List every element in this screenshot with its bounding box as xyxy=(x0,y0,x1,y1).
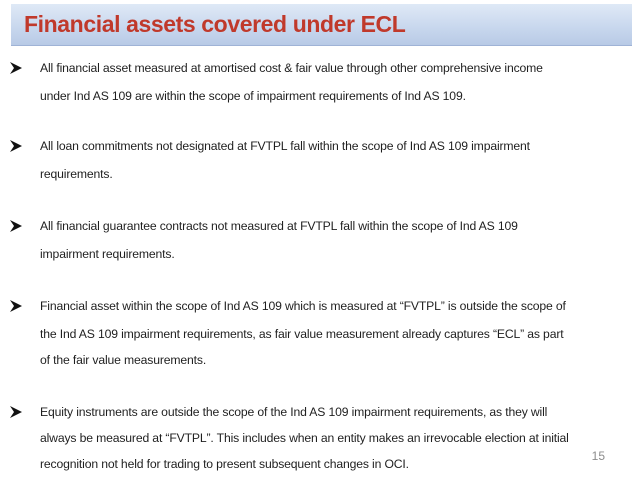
page-number: 15 xyxy=(591,449,605,463)
bullet-text-line: All loan commitments not designated at FVTPL fall within the scope of Ind AS 109 impairment xyxy=(40,139,530,153)
bullet-text-line: recognition not held for trading to present subsequent changes in OCI. xyxy=(40,457,409,471)
bullet-text-line: of the fair value measurements. xyxy=(40,353,207,367)
bullet-text-line: requirements. xyxy=(40,167,113,181)
arrow-bullet-icon xyxy=(9,61,23,75)
arrow-bullet-icon xyxy=(9,139,23,153)
bullet-text-line: All financial guarantee contracts not measured at FVTPL fall within the scope of Ind AS 109 xyxy=(40,219,518,233)
arrow-bullet-icon xyxy=(9,219,23,233)
bullet-text-line: impairment requirements. xyxy=(40,247,175,261)
arrow-bullet-icon xyxy=(9,405,23,419)
bullet-text-line: Financial asset within the scope of Ind AS 109 which is measured at “FVTPL” is outside the scope of xyxy=(40,299,566,313)
slide-title: Financial assets covered under ECL xyxy=(24,11,406,37)
bullet-text-line: Equity instruments are outside the scope of the Ind AS 109 impairment requirements, as they will xyxy=(40,405,548,419)
bullet-text-line: the Ind AS 109 impairment requirements, as fair value measurement already captures “ECL” as part xyxy=(40,327,564,341)
arrow-bullet-icon xyxy=(9,299,23,313)
bullet-text-line: All financial asset measured at amortised cost & fair value through other comprehensive income xyxy=(40,61,543,75)
bullet-text-line: under Ind AS 109 are within the scope of impairment requirements of Ind AS 109. xyxy=(40,89,466,103)
bullet-text-line: always be measured at “FVTPL”. This includes when an entity makes an irrevocable election at initial xyxy=(40,431,569,445)
